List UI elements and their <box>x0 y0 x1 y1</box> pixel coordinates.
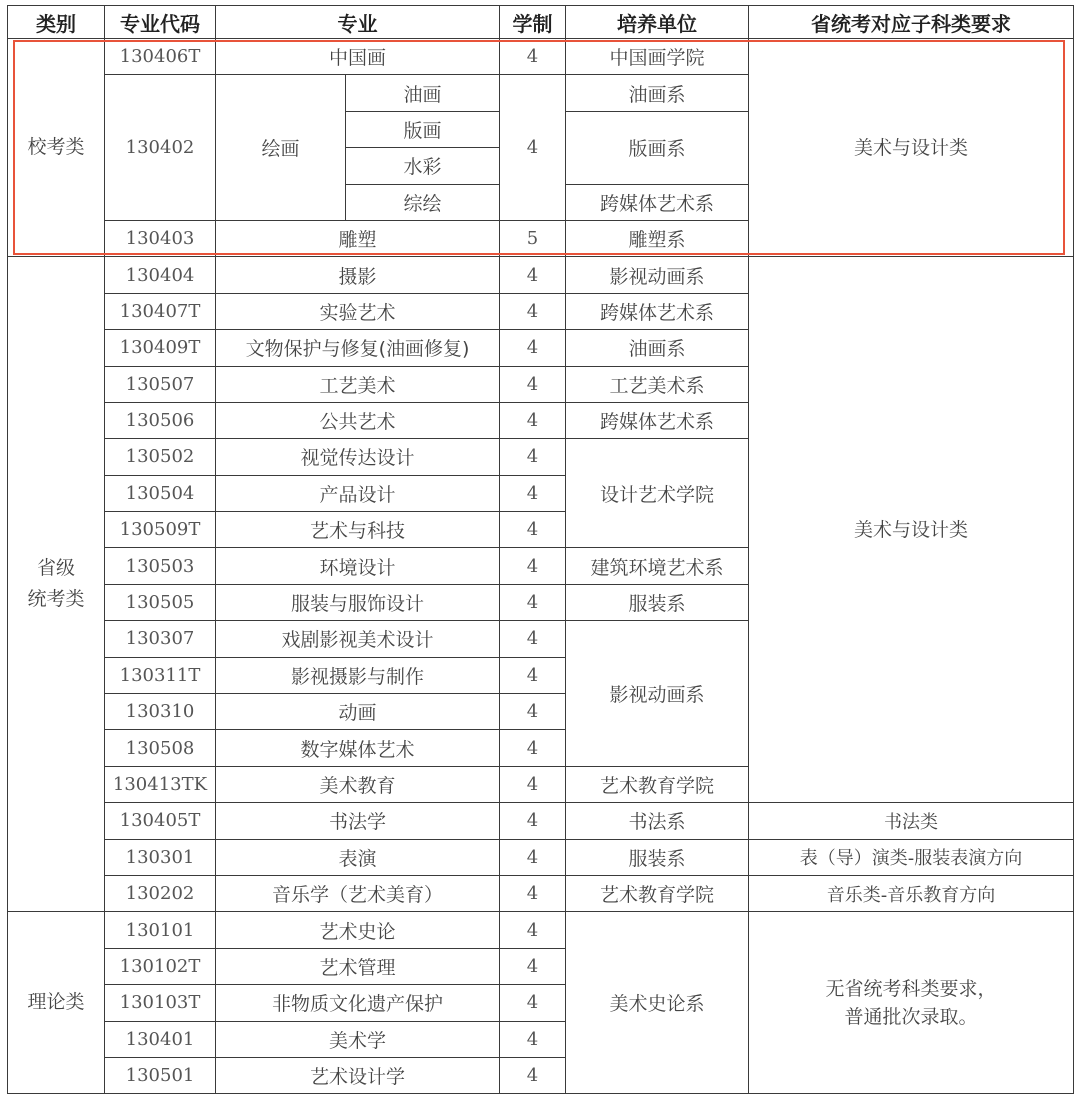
major-code: 130311T <box>105 657 216 693</box>
major-code: 130403 <box>105 220 216 256</box>
table-row <box>8 912 1074 948</box>
major-name: 非物质文化遗产保护 <box>216 985 500 1021</box>
major-code: 130202 <box>105 875 216 911</box>
header-unit: 培养单位 <box>566 6 749 39</box>
header-requirement: 省统考对应子科类要求 <box>749 6 1074 39</box>
requirement: 书法类 <box>749 803 1074 839</box>
years: 4 <box>500 366 566 402</box>
sub-direction: 综绘 <box>346 184 500 220</box>
unit: 艺术教育学院 <box>566 766 749 802</box>
major-code: 130507 <box>105 366 216 402</box>
major-code: 130401 <box>105 1021 216 1057</box>
table-row <box>8 839 1074 875</box>
major-code: 130503 <box>105 548 216 584</box>
requirement <box>749 912 1074 1094</box>
years: 4 <box>500 1057 566 1093</box>
major-name: 美术教育 <box>216 766 500 802</box>
unit: 服装系 <box>566 839 749 875</box>
header-row <box>8 6 1074 39</box>
years: 4 <box>500 402 566 438</box>
years: 4 <box>500 730 566 766</box>
unit: 油画系 <box>566 330 749 366</box>
requirement: 表（导）演类-服装表演方向 <box>749 839 1074 875</box>
majors-table <box>7 5 1074 1094</box>
years: 4 <box>500 766 566 802</box>
major-name: 影视摄影与制作 <box>216 657 500 693</box>
header-major: 专业 <box>216 6 500 39</box>
unit: 版画系 <box>566 111 749 184</box>
years: 4 <box>500 839 566 875</box>
years: 4 <box>500 621 566 657</box>
table-row <box>8 39 1074 75</box>
major-code: 130505 <box>105 584 216 620</box>
unit: 跨媒体艺术系 <box>566 293 749 329</box>
unit: 设计艺术学院 <box>566 439 749 548</box>
requirement: 美术与设计类 <box>749 39 1074 257</box>
major-name: 服装与服饰设计 <box>216 584 500 620</box>
unit: 美术史论系 <box>566 912 749 1094</box>
major-name: 美术学 <box>216 1021 500 1057</box>
years: 4 <box>500 1021 566 1057</box>
major-code: 130506 <box>105 402 216 438</box>
major-name: 摄影 <box>216 257 500 293</box>
major-name: 书法学 <box>216 803 500 839</box>
major-code: 130501 <box>105 1057 216 1093</box>
group-school-exam: 校考类 <box>8 39 105 257</box>
group-provincial-line1: 省级 <box>36 557 75 580</box>
major-code: 130508 <box>105 730 216 766</box>
header-code: 专业代码 <box>105 6 216 39</box>
major-name: 动画 <box>216 694 500 730</box>
unit: 油画系 <box>566 75 749 111</box>
requirement-line1: 无省统考科类要求， <box>825 977 997 1000</box>
group-provincial-line2: 统考类 <box>27 588 85 611</box>
group-provincial <box>8 257 105 912</box>
major-code: 130407T <box>105 293 216 329</box>
years: 4 <box>500 803 566 839</box>
years: 5 <box>500 220 566 256</box>
sub-direction: 版画 <box>346 111 500 147</box>
major-name: 音乐学（艺术美育） <box>216 875 500 911</box>
major-code: 130413TK <box>105 766 216 802</box>
major-code: 130102T <box>105 948 216 984</box>
major-name: 公共艺术 <box>216 402 500 438</box>
major-name: 数字媒体艺术 <box>216 730 500 766</box>
major-code: 130405T <box>105 803 216 839</box>
years: 4 <box>500 512 566 548</box>
requirement: 美术与设计类 <box>749 257 1074 803</box>
majors-table-container <box>7 5 1074 1094</box>
years: 4 <box>500 875 566 911</box>
years: 4 <box>500 439 566 475</box>
major-code: 130409T <box>105 330 216 366</box>
major-code: 130502 <box>105 439 216 475</box>
major-code: 130307 <box>105 621 216 657</box>
header-category: 类别 <box>8 6 105 39</box>
years: 4 <box>500 985 566 1021</box>
years: 4 <box>500 948 566 984</box>
requirement: 音乐类-音乐教育方向 <box>749 875 1074 911</box>
major-code: 130504 <box>105 475 216 511</box>
major-name: 表演 <box>216 839 500 875</box>
years: 4 <box>500 657 566 693</box>
unit: 跨媒体艺术系 <box>566 184 749 220</box>
table-row <box>8 803 1074 839</box>
years: 4 <box>500 475 566 511</box>
major-name: 艺术设计学 <box>216 1057 500 1093</box>
major-code: 130404 <box>105 257 216 293</box>
major-code: 130103T <box>105 985 216 1021</box>
major-name: 艺术管理 <box>216 948 500 984</box>
unit: 艺术教育学院 <box>566 875 749 911</box>
unit: 工艺美术系 <box>566 366 749 402</box>
major-code: 130301 <box>105 839 216 875</box>
major-code: 130310 <box>105 694 216 730</box>
unit: 书法系 <box>566 803 749 839</box>
unit: 建筑环境艺术系 <box>566 548 749 584</box>
years: 4 <box>500 75 566 221</box>
unit: 跨媒体艺术系 <box>566 402 749 438</box>
years: 4 <box>500 257 566 293</box>
major-name: 工艺美术 <box>216 366 500 402</box>
major-code: 130406T <box>105 39 216 75</box>
table-row <box>8 257 1074 293</box>
years: 4 <box>500 330 566 366</box>
header-years: 学制 <box>500 6 566 39</box>
major-name: 戏剧影视美术设计 <box>216 621 500 657</box>
years: 4 <box>500 548 566 584</box>
major-code: 130101 <box>105 912 216 948</box>
unit: 雕塑系 <box>566 220 749 256</box>
unit: 影视动画系 <box>566 621 749 767</box>
unit: 服装系 <box>566 584 749 620</box>
years: 4 <box>500 584 566 620</box>
table-row <box>8 875 1074 911</box>
unit: 影视动画系 <box>566 257 749 293</box>
years: 4 <box>500 912 566 948</box>
major-name: 雕塑 <box>216 220 500 256</box>
years: 4 <box>500 39 566 75</box>
major-code: 130402 <box>105 75 216 221</box>
years: 4 <box>500 293 566 329</box>
major-name: 产品设计 <box>216 475 500 511</box>
major-name: 中国画 <box>216 39 500 75</box>
group-theory: 理论类 <box>8 912 105 1094</box>
major-name: 绘画 <box>216 75 346 221</box>
major-name: 实验艺术 <box>216 293 500 329</box>
sub-direction: 水彩 <box>346 148 500 184</box>
sub-direction: 油画 <box>346 75 500 111</box>
major-code: 130509T <box>105 512 216 548</box>
major-name: 视觉传达设计 <box>216 439 500 475</box>
major-name: 艺术与科技 <box>216 512 500 548</box>
unit: 中国画学院 <box>566 39 749 75</box>
major-name: 文物保护与修复(油画修复) <box>216 330 500 366</box>
requirement-line2: 普通批次录取。 <box>844 1005 978 1028</box>
major-name: 艺术史论 <box>216 912 500 948</box>
years: 4 <box>500 694 566 730</box>
major-name: 环境设计 <box>216 548 500 584</box>
